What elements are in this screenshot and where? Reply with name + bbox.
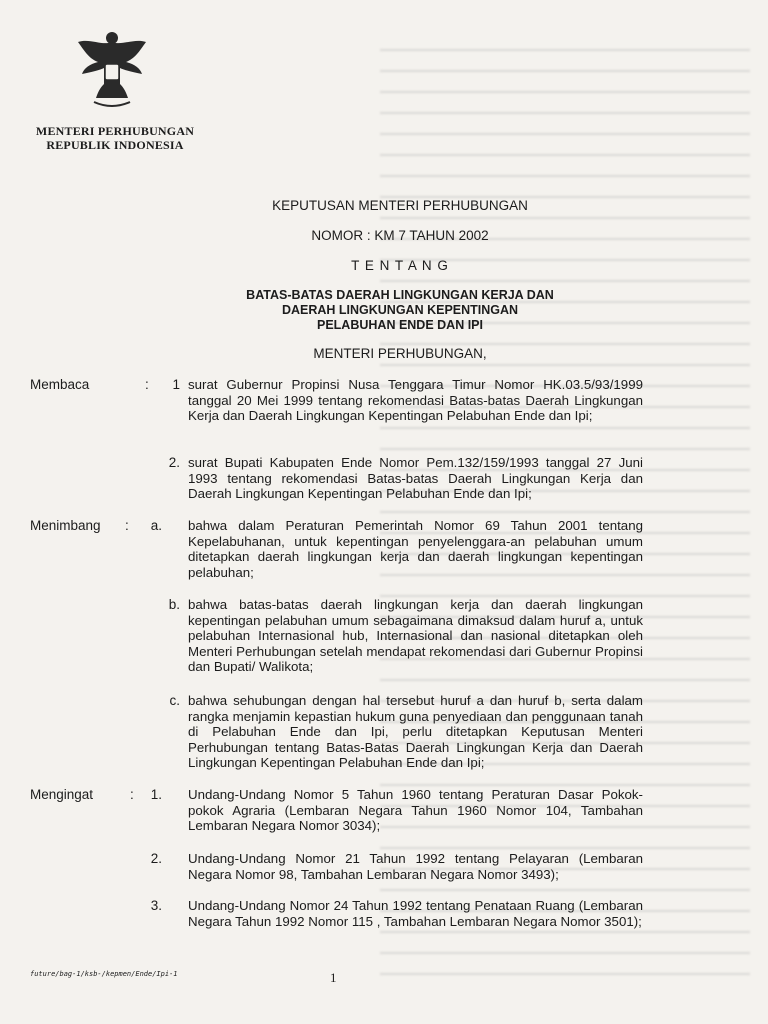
menimbang-item-c: bahwa sehubungan dengan hal tersebut huruf a dan huruf b, serta dalam rangka menjamin kepastian hukum guna penyediaan dan penggunaan tanah di Pelabuhan Ende dan Ipi, perlu ditetapkan Keputusan Menteri Perhubungan tentang Batas-Batas Daerah Lingkungan Kerja dan Daerah Lingkungan Kepentingan Pelabuhan Ende dan Ipi; — [188, 693, 643, 770]
footer-file-path: future/bag-1/ksb-/kepmen/Ende/Ipi-1 — [30, 970, 178, 978]
item-number: 2. — [150, 851, 162, 866]
mengingat-item-2: Undang-Undang Nomor 21 Tahun 1992 tentang Pelayaran (Lembaran Negara Nomor 98, Tambahan Lembaran Negara Nomor 3493); — [188, 851, 643, 882]
item-number: 2. — [168, 455, 180, 470]
section-label-membaca: Membaca — [30, 377, 90, 392]
section-colon: : — [125, 518, 129, 533]
institution-name: MENTERI PERHUBUNGAN — [35, 124, 195, 138]
decree-subject-line2: DAERAH LINGKUNGAN KEPENTINGAN — [281, 303, 519, 317]
page-number: 1 — [330, 970, 337, 985]
section-colon: : — [145, 377, 149, 392]
bleed-through-text — [380, 40, 750, 980]
decree-about: T E N T A N G — [351, 258, 449, 273]
menimbang-item-a: bahwa dalam Peraturan Pemerintah Nomor 69 Tahun 2001 tentang Kepelabuhanan, untuk kepentingan penyelenggara-an pelabuhan umum ditetapkan daerah lingkungan kerja dan daerah lingkungan kepentingan pelabuhan; — [188, 518, 643, 580]
institution-country: REPUBLIK INDONESIA — [46, 138, 184, 152]
garuda-emblem-icon — [72, 28, 152, 110]
item-number: 1 — [172, 377, 180, 392]
item-number: 3. — [150, 898, 162, 913]
menimbang-item-b: bahwa batas-batas daerah lingkungan kerja dan daerah lingkungan kepentingan pelabuhan umum sebagaimana dimaksud dalam huruf a, untuk pelabuhan Internasional hub, Internasional dan nasional ditetapkan oleh Menteri Perhubungan setelah mendapat rekomendasi dari Gubernur Propinsi dan Bupati/ Walikota; — [188, 597, 643, 674]
decree-number: NOMOR : KM 7 TAHUN 2002 — [311, 228, 489, 243]
item-number: b. — [168, 597, 180, 612]
decree-subject-line1: BATAS-BATAS DAERAH LINGKUNGAN KERJA DAN — [246, 288, 554, 302]
minister-heading: MENTERI PERHUBUNGAN, — [313, 346, 487, 361]
section-colon: : — [130, 787, 134, 802]
mengingat-item-1: Undang-Undang Nomor 5 Tahun 1960 tentang Peraturan Dasar Pokok-pokok Agraria (Lembaran Negara Tahun 1960 Nomor 104, Tambahan Lembaran Negara Nomor 3034); — [188, 787, 643, 833]
section-label-mengingat: Mengingat — [30, 787, 94, 802]
section-label-menimbang: Menimbang — [30, 518, 101, 533]
membaca-item-1: surat Gubernur Propinsi Nusa Tenggara Timur Nomor HK.03.5/93/1999 tanggal 20 Mei 1999 tentang rekomendasi Batas-batas Daerah Lingkungan Kerja dan Daerah Lingkungan Kepentingan Pelabuhan Ende dan Ipi; — [188, 377, 643, 423]
mengingat-item-3: Undang-Undang Nomor 24 Tahun 1992 tentang Penataan Ruang (Lembaran Negara Tahun 1992 Nomor 115 , Tambahan Lembaran Negara Nomor 3501); — [188, 898, 643, 929]
membaca-item-2: surat Bupati Kabupaten Ende Nomor Pem.132/159/1993 tanggal 27 Juni 1993 tentang rekomendasi Batas-batas Daerah Lingkungan Kerja dan Daerah Lingkungan Kepentingan Pelabuhan Ende dan Ipi; — [188, 455, 643, 501]
item-number: c. — [169, 693, 180, 708]
decree-subject-line3: PELABUHAN ENDE DAN IPI — [317, 318, 483, 332]
item-number: a. — [150, 518, 162, 533]
item-number: 1. — [150, 787, 162, 802]
decree-title: KEPUTUSAN MENTERI PERHUBUNGAN — [272, 198, 528, 213]
